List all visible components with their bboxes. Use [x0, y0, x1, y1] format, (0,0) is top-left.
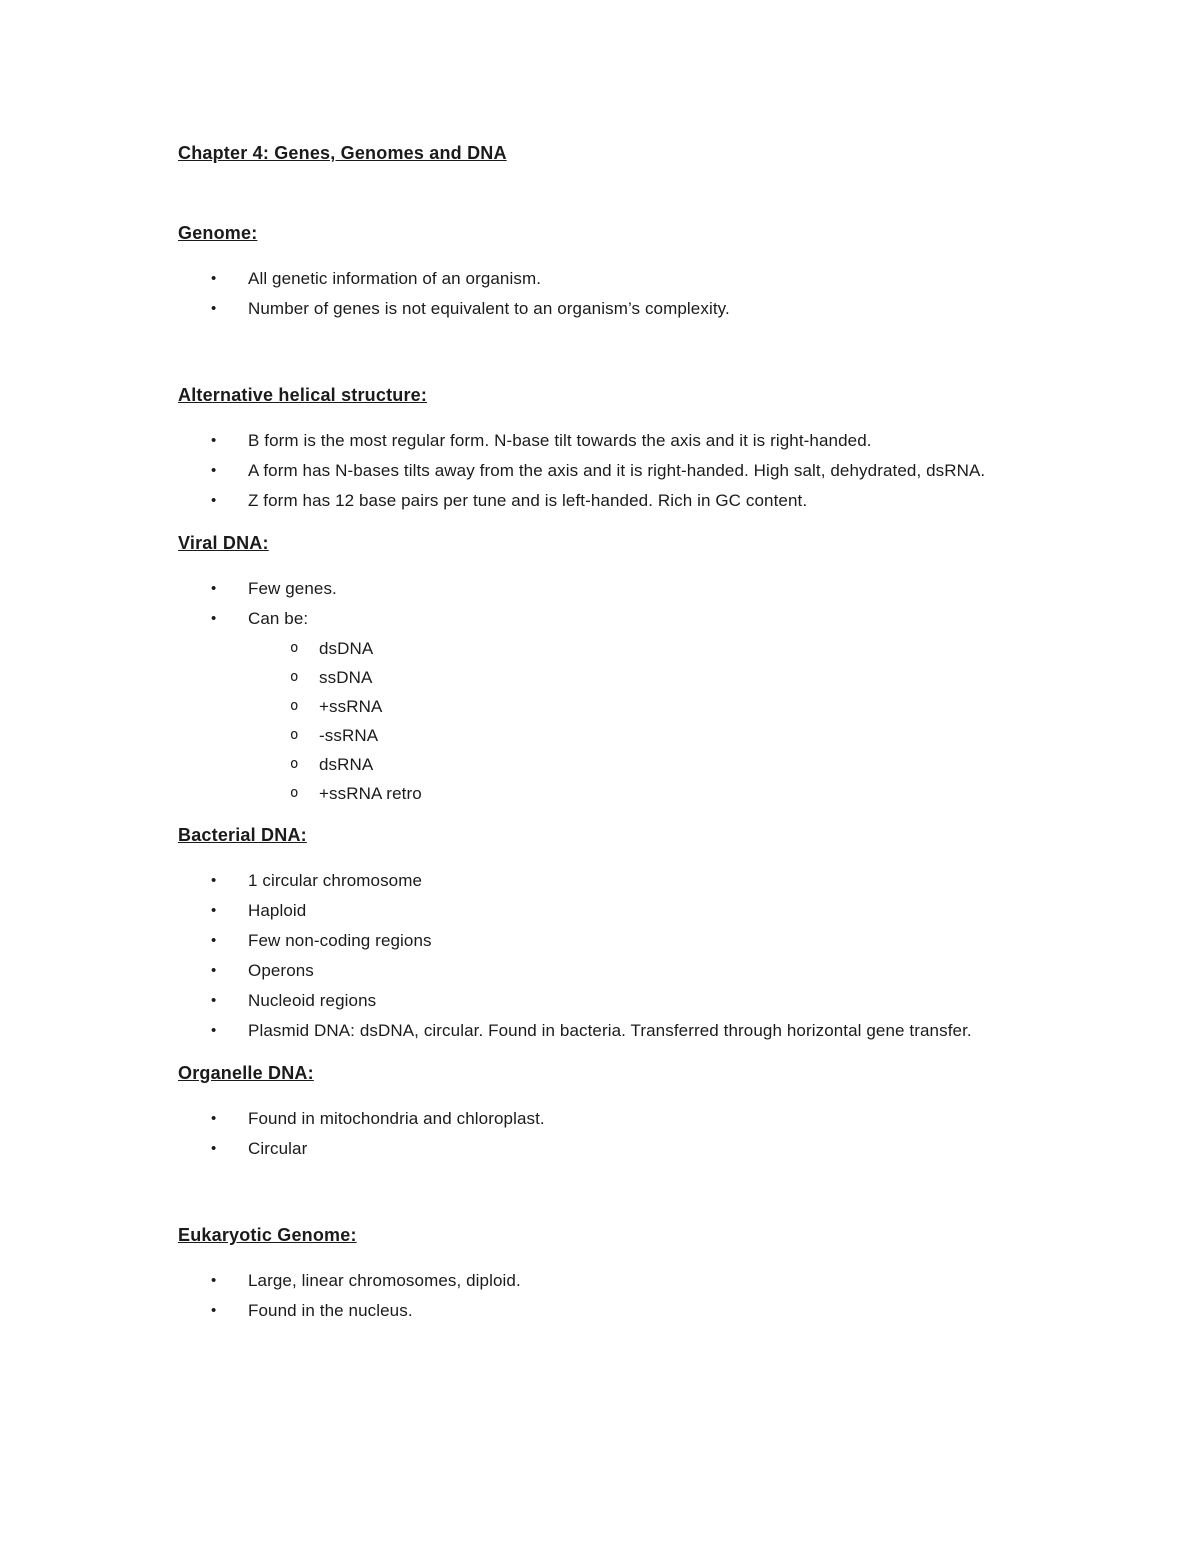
- sub-bullet-icon: o: [290, 756, 299, 772]
- list-item: [211, 926, 1011, 956]
- bullet-icon: •: [211, 462, 217, 479]
- section-heading: Eukaryotic Genome:: [178, 1225, 357, 1245]
- bullet-icon: •: [211, 492, 217, 509]
- sub-bullet-icon: o: [290, 669, 299, 685]
- sub-list-item: [290, 750, 1020, 779]
- list-item-text: B form is the most regular form. N-base tilt towards the axis and it is right-handed.: [248, 431, 872, 450]
- section-bacterial-dna: [178, 820, 1020, 1046]
- bullet-icon: •: [211, 992, 217, 1009]
- bullet-icon: •: [211, 300, 217, 317]
- bullet-icon: •: [211, 580, 217, 597]
- list-item: [211, 1016, 1011, 1046]
- document-sections: [178, 218, 1020, 1326]
- list-item: [211, 294, 1011, 324]
- bullet-icon: •: [211, 902, 217, 919]
- list-item-text: Can be:: [248, 609, 309, 628]
- sub-bullet-icon: o: [290, 727, 299, 743]
- sub-list-item: [290, 721, 1020, 750]
- list-item-text: A form has N-bases tilts away from the axis and it is right-handed. High salt, dehydrated, dsRNA.: [248, 461, 986, 480]
- list-item-text: Operons: [248, 961, 314, 980]
- sub-list-item-text: dsDNA: [319, 639, 374, 658]
- list-item: [211, 896, 1011, 926]
- bullet-icon: •: [211, 962, 217, 979]
- list-item: [211, 574, 1011, 604]
- bullet-icon: •: [211, 1272, 217, 1289]
- sub-bullet-icon: o: [290, 785, 299, 801]
- list-item-text: Few non-coding regions: [248, 931, 432, 950]
- section-heading: Genome:: [178, 223, 258, 243]
- section-heading: Bacterial DNA:: [178, 825, 307, 845]
- bullet-icon: •: [211, 1022, 217, 1039]
- bullet-icon: •: [211, 1302, 217, 1319]
- sub-bullet-icon: o: [290, 640, 299, 656]
- sub-list-item-text: -ssRNA: [319, 726, 379, 745]
- section-viral-dna: [178, 528, 1020, 808]
- bullet-icon: •: [211, 270, 217, 287]
- list-item: [211, 1266, 1011, 1296]
- bullet-icon: •: [211, 872, 217, 889]
- bullet-list: [178, 866, 1020, 1046]
- list-item-text: Found in mitochondria and chloroplast.: [248, 1109, 545, 1128]
- list-item-text: Number of genes is not equivalent to an organism’s complexity.: [248, 299, 730, 318]
- sub-list-item-text: ssDNA: [319, 668, 373, 687]
- list-item: [211, 986, 1011, 1016]
- list-item-text: All genetic information of an organism.: [248, 269, 542, 288]
- list-item-text: 1 circular chromosome: [248, 871, 423, 890]
- list-item: [211, 486, 1011, 516]
- document-title: Chapter 4: Genes, Genomes and DNA: [178, 143, 507, 163]
- list-item: [211, 1296, 1011, 1326]
- list-item-text: Circular: [248, 1139, 308, 1158]
- sub-list-item-text: +ssRNA retro: [319, 784, 422, 803]
- section-heading: Organelle DNA:: [178, 1063, 314, 1083]
- sub-list-item: [290, 779, 1020, 808]
- list-item-text: Nucleoid regions: [248, 991, 377, 1010]
- section-alternative-helical-structure: [178, 380, 1020, 516]
- section-eukaryotic-genome: [178, 1220, 1020, 1326]
- bullet-list: [178, 426, 1020, 516]
- bullet-list: [178, 1104, 1020, 1164]
- bullet-icon: •: [211, 610, 217, 627]
- list-item: [211, 604, 1011, 634]
- list-item-text: Found in the nucleus.: [248, 1301, 413, 1320]
- bullet-list: [178, 1266, 1020, 1326]
- sub-list-item: [290, 663, 1020, 692]
- bullet-icon: •: [211, 1110, 217, 1127]
- sub-list-item-text: +ssRNA: [319, 697, 383, 716]
- list-item: [211, 1134, 1011, 1164]
- list-item-text: Large, linear chromosomes, diploid.: [248, 1271, 521, 1290]
- section-heading: Alternative helical structure:: [178, 385, 428, 405]
- list-item-text: Z form has 12 base pairs per tune and is left-handed. Rich in GC content.: [248, 491, 808, 510]
- list-item: [211, 264, 1011, 294]
- list-item: [211, 456, 1011, 486]
- list-item-text: Haploid: [248, 901, 307, 920]
- sub-list-item: [290, 692, 1020, 721]
- sub-list-item-text: dsRNA: [319, 755, 374, 774]
- list-item: [211, 866, 1011, 896]
- section-heading: Viral DNA:: [178, 533, 269, 553]
- bullet-list: [178, 574, 1020, 808]
- bullet-icon: •: [211, 432, 217, 449]
- list-item-text: Few genes.: [248, 579, 337, 598]
- bullet-list: [178, 264, 1020, 324]
- sub-bullet-icon: o: [290, 698, 299, 714]
- bullet-icon: •: [211, 1140, 217, 1157]
- list-item: [211, 956, 1011, 986]
- sub-list-item: [290, 634, 1020, 663]
- list-item-text: Plasmid DNA: dsDNA, circular. Found in bacteria. Transferred through horizontal gene transfer.: [248, 1021, 972, 1040]
- section-organelle-dna: [178, 1058, 1020, 1164]
- list-item: [211, 1104, 1011, 1134]
- section-genome: [178, 218, 1020, 324]
- bullet-icon: •: [211, 932, 217, 949]
- list-item: [211, 426, 1011, 456]
